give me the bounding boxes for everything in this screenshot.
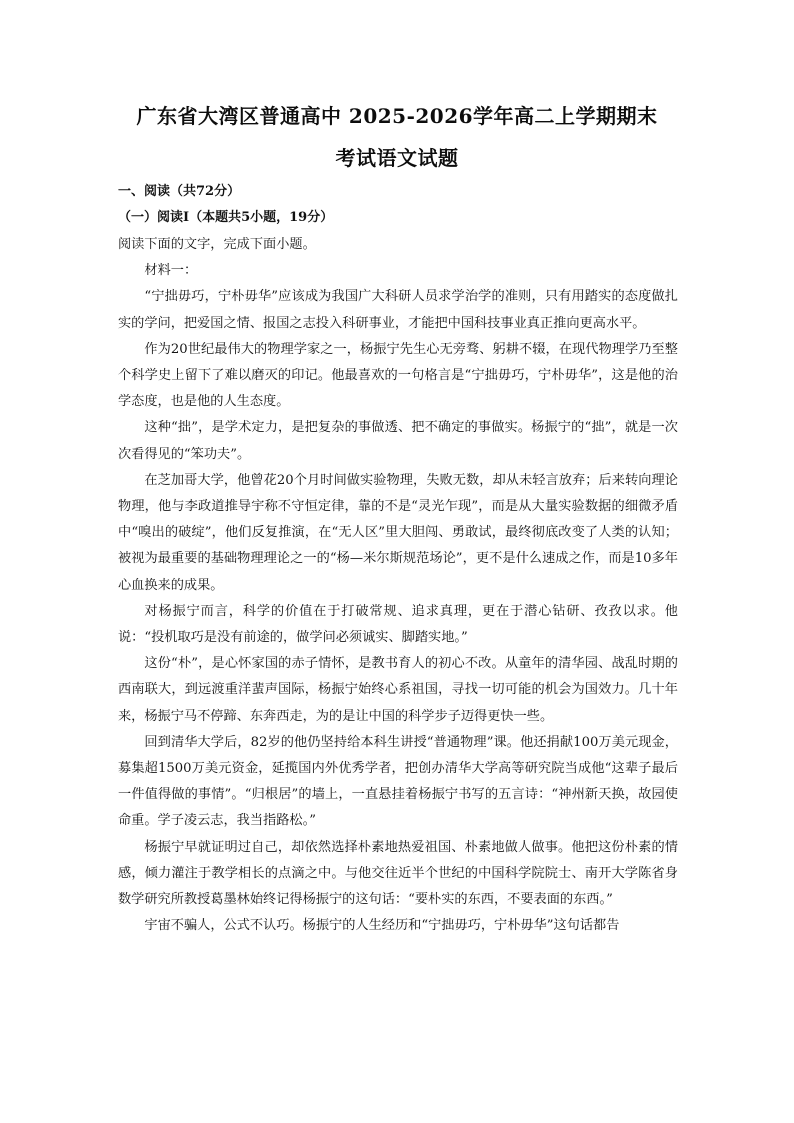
passage-paragraph-5: 对杨振宁而言，科学的价值在于打破常规、追求真理，更在于潜心钻研、孜孜以求。他说：“投机取巧是没有前途的，做学问必须诚实、脚踏实地。” — [118, 603, 678, 646]
exam-title-line-1: 广东省大湾区普通高中 2025-2026学年高二上学期期末 — [136, 104, 658, 128]
material-label: 材料一： — [144, 263, 198, 279]
exam-title-line-2: 考试语文试题 — [335, 146, 459, 170]
passage-paragraph-4: 在芝加哥大学，他曾花20个月时间做实验物理，失败无数，却从未轻言放弃；后来转向理论物理，他与李政道推导宇称不守恒定律，靠的不是“灵光乍现”，而是从大量实验数据的细微矛盾中“嗅出的破绽”，他们反复推演，在“无人区”里大胆闯、勇敢试，最终彻底改变了人类的认知；被视为最重要的基础物理理论之一的“杨—米尔斯规范场论”，更不是什么速成之作，而是10多年心血换来的成果。 — [118, 472, 678, 593]
passage-paragraph-6: 这份“朴”，是心怀家国的赤子情怀，是教书育人的初心不改。从童年的清华园、战乱时期的西南联大，到远渡重洋蜚声国际，杨振宁始终心系祖国，寻找一切可能的机会为国效力。几十年来，杨振宁马不停蹄、东奔西走，为的是让中国的科学步子迈得更快一些。 — [118, 656, 678, 724]
passage-paragraph-3: 这种“拙”，是学术定力，是把复杂的事做透、把不确定的事做实。杨振宁的“拙”，就是一次次看得见的“笨功夫”。 — [118, 420, 678, 462]
passage-paragraph-7: 回到清华大学后，82岁的他仍坚持给本科生讲授“普通物理”课。他还捐献100万美元现金，募集超1500万美元资金，延揽国内外优秀学者，把创办清华大学高等研究院当成他“这辈子最后一件值得做的事情”。“归根居”的墙上，一直悬挂着杨振宁书写的五言诗：“神州新天换，故园使命重。学子凌云志，我当指路松。” — [118, 734, 678, 829]
passage-paragraph-9: 宇宙不骗人，公式不认巧。杨振宁的人生经历和“宁拙毋巧，宁朴毋华”这句话都告 — [144, 918, 620, 934]
section-heading-reading: 一、阅读（共72分） — [118, 184, 241, 199]
passage-body — [118, 232, 678, 939]
passage-paragraph-1: “宁拙毋巧，宁朴毋华”应该成为我国广大科研人员求学治学的准则，只有用踏实的态度做扎实的学问，把爱国之情、报国之志投入科研事业，才能把中国科技事业真正推向更高水平。 — [118, 289, 678, 331]
subsection-heading-reading-1: （一）阅读Ⅰ（本题共5小题，19分） — [118, 210, 334, 225]
passage-paragraph-8: 杨振宁早就证明过自己，却依然选择朴素地热爱祖国、朴素地做人做事。他把这份朴素的情感，倾力灌注于教学相长的点滴之中。与他交往近半个世纪的中国科学院院士、南开大学陈省身数学研究所教授葛墨林始终记得杨振宁的这句话：“要朴实的东西，不要表面的东西。” — [118, 839, 678, 908]
passage-paragraph-2: 作为20世纪最伟大的物理学家之一，杨振宁先生心无旁骛、躬耕不辍，在现代物理学乃至整个科学史上留下了难以磨灭的印记。他最喜欢的一句格言是“宁拙毋巧，宁朴毋华”，这是他的治学态度，也是他的人生态度。 — [118, 341, 678, 410]
instruction-text: 阅读下面的文字，完成下面小题。 — [118, 237, 316, 252]
